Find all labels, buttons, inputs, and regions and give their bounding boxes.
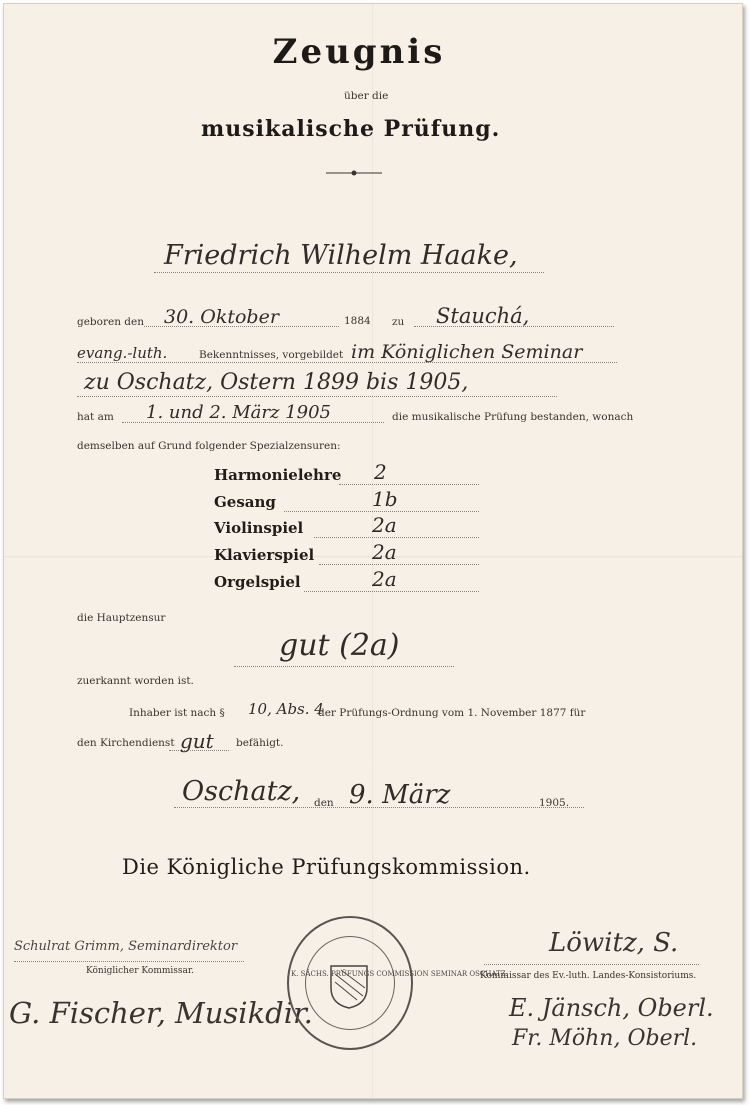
- year: 1905.: [539, 797, 570, 809]
- exam-prefix: hat am: [77, 411, 114, 423]
- signature-right-top: Löwitz, S.: [549, 928, 679, 958]
- exam-dates: 1. und 2. März 1905: [146, 402, 332, 423]
- birth-place-underline: [414, 326, 614, 327]
- signature-left-line: [14, 961, 244, 962]
- birth-date-underline: [144, 326, 339, 327]
- grade-underline: [339, 484, 479, 485]
- institution: im Königlichen Seminar: [351, 341, 583, 363]
- confession-label: Bekenntnisses, vorgebildet: [199, 349, 344, 361]
- den-label: den: [314, 797, 334, 809]
- right-commissioner-label: Kommissar des Ev.-luth. Landes-Konsistoriums.: [480, 971, 697, 981]
- exam-line2: demselben auf Grund folgender Spezialzensuren:: [77, 440, 341, 452]
- grade-orgelspiel: 2a: [372, 567, 397, 591]
- grade-underline: [319, 564, 479, 565]
- church-quality: gut: [180, 729, 214, 753]
- seal: [287, 916, 508, 1050]
- exam-dates-underline: [122, 422, 384, 423]
- signature-right-bottom-2: Fr. Möhn, Oberl.: [512, 1026, 698, 1051]
- birth-place: Stauchá,: [436, 304, 530, 328]
- name-underline: [154, 272, 544, 273]
- grade-harmonielehre: 2: [374, 460, 387, 484]
- church-text-4: befähigt.: [236, 737, 284, 749]
- church-text-2: der Prüfungs-Ordnung vom 1. November 1877 für: [318, 707, 586, 719]
- over-text: über die: [344, 90, 389, 102]
- grade-underline: [314, 537, 479, 538]
- signature-right-bottom-1: E. Jänsch, Oberl.: [509, 994, 714, 1022]
- subject-gesang: Gesang: [214, 493, 276, 511]
- subject-klavierspiel: Klavierspiel: [214, 546, 315, 564]
- subject-harmonielehre: Harmonielehre: [214, 466, 342, 484]
- church-paragraph: 10, Abs. 4: [248, 700, 324, 718]
- document-subtitle: musikalische Prüfung.: [201, 116, 501, 142]
- grade-klavierspiel: 2a: [372, 540, 397, 564]
- confession-underline: [77, 362, 617, 363]
- subject-violinspiel: Violinspiel: [214, 519, 304, 537]
- overall-after: zuerkannt worden ist.: [77, 675, 194, 687]
- seal-text: K. SÄCHS. PRÜFUNGS COMMISSION SEMINAR OSCHATZ.: [291, 970, 508, 978]
- grade-underline: [284, 511, 479, 512]
- birth-date: 30. Oktober: [164, 306, 279, 328]
- signature-left-top: Schulrat Grimm, Seminardirektor: [14, 939, 238, 954]
- confession: evang.-luth.: [77, 344, 168, 362]
- overall-grade: gut (2a): [279, 628, 400, 663]
- church-text-3: den Kirchendienst: [77, 737, 175, 749]
- signature-right-line: [484, 964, 699, 965]
- commission-title: Die Königliche Prüfungskommission.: [122, 855, 531, 879]
- at-label: zu: [392, 316, 405, 328]
- place: Oschatz,: [182, 776, 301, 807]
- ornament-divider: [324, 168, 384, 178]
- schooling-underline: [77, 396, 557, 397]
- left-commissioner-label: Königlicher Kommissar.: [86, 966, 195, 976]
- grade-violinspiel: 2a: [372, 513, 397, 537]
- certificate-paper: [3, 3, 743, 1099]
- schooling: zu Oschatz, Ostern 1899 bis 1905,: [84, 370, 469, 395]
- signature-left-bottom: G. Fischer, Musikdir.: [9, 996, 313, 1030]
- grade-underline: [304, 591, 479, 592]
- church-text-1: Inhaber ist nach §: [129, 707, 225, 719]
- birth-year: 1884: [344, 315, 371, 327]
- candidate-name: Friedrich Wilhelm Haake,: [164, 240, 518, 271]
- exam-suffix: die musikalische Prüfung bestanden, wonach: [392, 411, 634, 423]
- date: 9. März: [349, 780, 451, 810]
- overall-underline: [234, 666, 454, 667]
- grade-gesang: 1b: [372, 487, 398, 511]
- overall-label: die Hauptzensur: [77, 612, 166, 624]
- place-date-underline: [174, 807, 584, 808]
- subject-orgelspiel: Orgelspiel: [214, 573, 301, 591]
- born-label: geboren den: [77, 316, 145, 328]
- document-title: Zeugnis: [272, 32, 446, 72]
- church-quality-underline: [169, 750, 229, 751]
